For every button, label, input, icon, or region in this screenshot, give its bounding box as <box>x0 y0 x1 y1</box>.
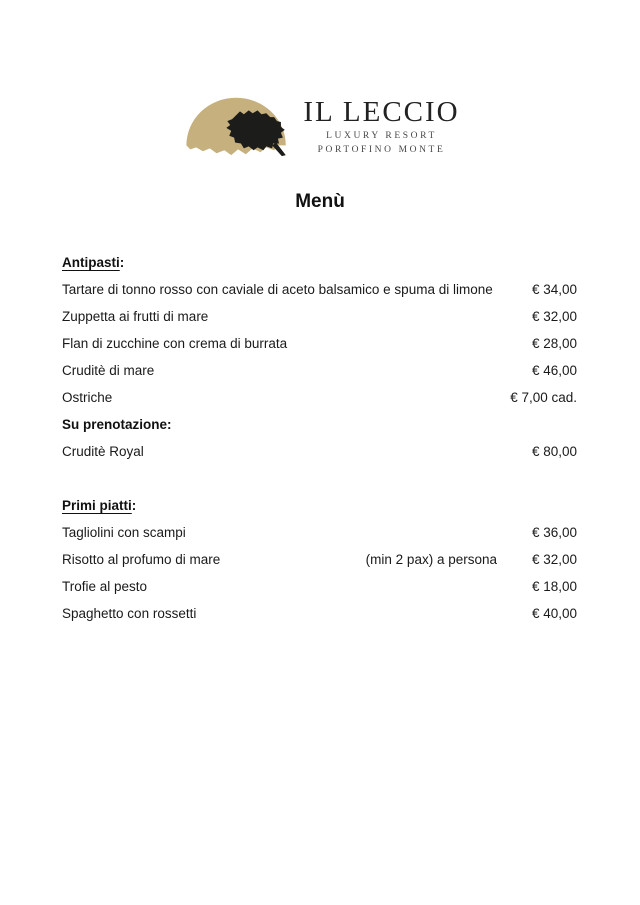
dish-name: Tagliolini con scampi <box>62 525 186 540</box>
menu-item-row <box>62 384 577 411</box>
dish-name: Flan di zucchine con crema di burrata <box>62 336 288 351</box>
dish-name: Spaghetto con rossetti <box>62 606 197 621</box>
section-heading-text: Primi piatti: <box>62 498 137 513</box>
dish-name: Cruditè di mare <box>62 363 155 378</box>
dish-name: Zuppetta ai frutti di mare <box>62 309 209 324</box>
menu-item-row <box>62 330 577 357</box>
dish-price: € 40,00 <box>531 606 577 621</box>
dish-price: € 34,00 <box>531 282 577 297</box>
dish-price: € 46,00 <box>531 363 577 378</box>
dish-price: € 7,00 cad. <box>510 390 577 405</box>
dish-name: Tartare di tonno rosso con caviale di aceto balsamico e spuma di limone <box>62 282 493 297</box>
dish-price: € 32,00 <box>531 552 577 567</box>
menu-item-row <box>62 438 577 465</box>
dish-name: Cruditè Royal <box>62 444 144 459</box>
menu-item-row <box>62 303 577 330</box>
brand-subtitle-line1: LUXURY RESORT <box>326 131 437 142</box>
section-heading-text: Antipasti: <box>62 255 125 270</box>
dish-name: Risotto al profumo di mare <box>62 552 221 567</box>
menu-body <box>0 249 640 627</box>
section-divider-space <box>62 465 577 492</box>
menu-item-row <box>62 600 577 627</box>
dish-name: Ostriche <box>62 390 113 405</box>
menu-item-row <box>62 276 577 303</box>
dish-price: € 80,00 <box>531 444 577 459</box>
dish-price: € 36,00 <box>531 525 577 540</box>
section-heading-antipasti <box>62 249 577 276</box>
logo-text-block <box>303 91 459 157</box>
resort-logo <box>0 0 640 162</box>
page-title: Menù <box>295 191 345 212</box>
menu-item-row <box>62 519 577 546</box>
subheading-su-prenotazione: Su prenotazione: <box>62 417 172 432</box>
dish-name: Trofie al pesto <box>62 579 148 594</box>
menu-item-row <box>62 573 577 600</box>
brand-name: IL LECCIO <box>303 95 460 128</box>
section-heading-primi-piatti <box>62 492 577 519</box>
holm-oak-leaf-icon <box>180 86 298 162</box>
menu-item-row <box>62 357 577 384</box>
menu-item-row <box>62 546 577 573</box>
dish-price: € 32,00 <box>531 309 577 324</box>
dish-price: € 18,00 <box>531 579 577 594</box>
dish-note: (min 2 pax) a persona <box>365 552 497 567</box>
brand-subtitle-line2: PORTOFINO MONTE <box>317 144 446 155</box>
dish-price: € 28,00 <box>531 336 577 351</box>
